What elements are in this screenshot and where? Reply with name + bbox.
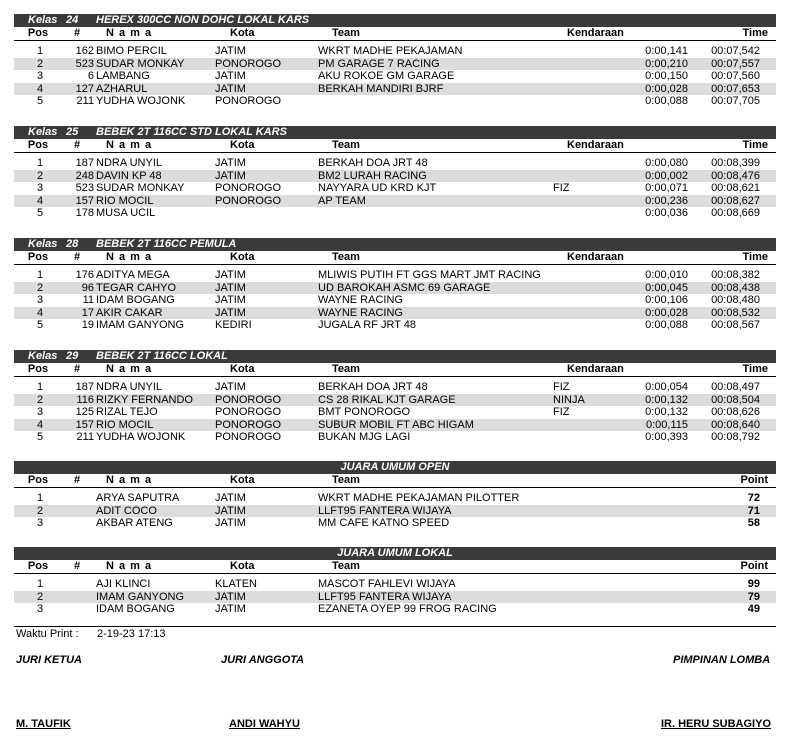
col-team: Team xyxy=(332,27,360,39)
column-header-row xyxy=(14,139,776,153)
pos: 5 xyxy=(36,319,44,332)
kota: JATIM xyxy=(215,269,246,281)
num: 11 xyxy=(82,294,94,307)
col-point: Point xyxy=(740,474,768,486)
column-header-row xyxy=(14,474,776,488)
kota: JATIM xyxy=(215,281,246,294)
col-point: Point xyxy=(740,560,768,572)
team: NAYYARA UD KRD KJT xyxy=(318,182,437,195)
standings-open xyxy=(14,461,776,530)
result-row xyxy=(14,406,776,419)
result-row xyxy=(14,307,776,320)
kota: JATIM xyxy=(215,157,246,169)
pos: 5 xyxy=(36,95,44,108)
standing-row xyxy=(14,591,776,604)
class-header xyxy=(14,14,776,27)
result-row xyxy=(14,269,776,282)
num: 176 xyxy=(75,269,94,281)
time: 00:08,792 xyxy=(711,431,760,444)
kota: JATIM xyxy=(215,492,246,504)
standings-header: JUARA UMUM LOKAL xyxy=(14,547,776,560)
column-header-row xyxy=(14,560,776,574)
name: IMAM GANYONG xyxy=(96,590,185,603)
class-block-25 xyxy=(14,126,776,220)
pos: 2 xyxy=(36,281,44,294)
num: 162 xyxy=(75,45,94,57)
result-row xyxy=(14,58,776,71)
team: WAYNE RACING xyxy=(318,294,403,307)
col-pos: Pos xyxy=(27,560,49,572)
result-row xyxy=(14,182,776,195)
col-kota: Kota xyxy=(230,474,255,486)
column-header-row xyxy=(14,27,776,41)
class-number: 25 xyxy=(66,126,79,138)
gap: 0:00,080 xyxy=(645,157,688,169)
kota: JATIM xyxy=(215,603,246,616)
result-row xyxy=(14,381,776,394)
name: IMAM GANYONG xyxy=(96,319,185,332)
time: 00:07,560 xyxy=(711,70,760,83)
pos: 5 xyxy=(36,207,44,220)
pos: 5 xyxy=(36,431,44,444)
col-kendaraan: Kendaraan xyxy=(567,363,624,375)
col-nama: N a m a xyxy=(106,251,153,263)
column-header-row xyxy=(14,363,776,377)
gap: 0:00,036 xyxy=(645,207,688,220)
time: 00:07,542 xyxy=(711,45,760,57)
name: ARYA SAPUTRA xyxy=(96,492,180,504)
standings-lokal xyxy=(14,547,776,616)
kendaraan: FIZ xyxy=(553,406,570,419)
class-title: BEBEK 2T 116CC PEMULA xyxy=(96,238,237,250)
kota: JATIM xyxy=(215,590,246,603)
gap: 0:00,236 xyxy=(645,194,688,207)
team: WAYNE RACING xyxy=(318,306,403,319)
pos: 1 xyxy=(36,45,44,57)
name: SUDAR MONKAY xyxy=(96,57,185,70)
name: IDAM BOGANG xyxy=(96,603,175,616)
col-team: Team xyxy=(332,560,360,572)
time: 00:08,567 xyxy=(711,319,760,332)
gap: 0:00,088 xyxy=(645,95,688,108)
pos: 1 xyxy=(36,157,44,169)
gap: 0:00,115 xyxy=(645,418,688,431)
gap: 0:00,071 xyxy=(645,182,688,195)
num: 17 xyxy=(81,306,94,319)
team: BERKAH DOA JRT 48 xyxy=(318,157,428,169)
kendaraan: FIZ xyxy=(553,182,570,195)
standing-row xyxy=(14,517,776,530)
kendaraan: FIZ xyxy=(553,381,570,393)
kota: JATIM xyxy=(215,517,246,530)
col-team: Team xyxy=(332,474,360,486)
time: 00:08,627 xyxy=(711,194,760,207)
class-block-24 xyxy=(14,14,776,108)
pos: 3 xyxy=(36,406,44,419)
name: MUSA UCIL xyxy=(96,207,156,220)
name: AZHARUL xyxy=(96,82,148,95)
point: 72 xyxy=(747,492,760,504)
name: AKIR CAKAR xyxy=(96,306,163,319)
kelas-label: Kelas xyxy=(28,126,58,138)
team: AP TEAM xyxy=(318,194,366,207)
result-row xyxy=(14,419,776,432)
col-pos: Pos xyxy=(27,474,49,486)
name: YUDHA WOJONK xyxy=(96,95,186,108)
class-title: HEREX 300CC NON DOHC LOKAL KARS xyxy=(96,14,310,26)
team: LLFT95 FANTERA WIJAYA xyxy=(318,590,452,603)
team: WKRT MADHE PEKAJAMAN xyxy=(318,45,463,57)
team: SUBUR MOBIL FT ABC HIGAM xyxy=(318,418,474,431)
team: JUGALA RF JRT 48 xyxy=(318,319,417,332)
time: 00:08,626 xyxy=(711,406,760,419)
class-block-29 xyxy=(14,350,776,444)
result-row xyxy=(14,195,776,208)
result-row xyxy=(14,282,776,295)
pos: 2 xyxy=(36,504,44,517)
print-value: 2-19-23 17:13 xyxy=(97,628,166,640)
col-team: Team xyxy=(332,251,360,263)
col-pos: Pos xyxy=(27,27,49,39)
num: 157 xyxy=(75,194,94,207)
point: 71 xyxy=(747,504,760,517)
kelas-label: Kelas xyxy=(28,238,58,250)
class-number: 24 xyxy=(66,14,79,26)
team: WKRT MADHE PEKAJAMAN PILOTTER xyxy=(318,492,520,504)
kota: KLATEN xyxy=(215,578,257,590)
col-num: # xyxy=(73,560,81,572)
gap: 0:00,054 xyxy=(645,381,688,393)
num: 116 xyxy=(76,393,94,406)
role-pimpinan-lomba: PIMPINAN LOMBA xyxy=(673,654,771,666)
col-kota: Kota xyxy=(230,139,255,151)
num: 157 xyxy=(75,418,94,431)
signatory-juri-ketua: M. TAUFIK xyxy=(16,718,71,730)
kota: JATIM xyxy=(215,504,246,517)
result-row xyxy=(14,207,776,220)
col-kota: Kota xyxy=(230,27,255,39)
col-num: # xyxy=(73,27,81,39)
team: BERKAH MANDIRI BJRF xyxy=(318,82,444,95)
col-nama: N a m a xyxy=(106,474,153,486)
name: ADITYA MEGA xyxy=(96,269,170,281)
kota: PONOROGO xyxy=(215,431,282,444)
result-row xyxy=(14,45,776,58)
col-nama: N a m a xyxy=(106,139,153,151)
class-number: 29 xyxy=(66,350,79,362)
kota: PONOROGO xyxy=(215,194,282,207)
pos: 3 xyxy=(36,70,44,83)
pos: 1 xyxy=(36,578,44,590)
col-nama: N a m a xyxy=(106,560,153,572)
result-row xyxy=(14,394,776,407)
kota: PONOROGO xyxy=(215,406,282,419)
kota: JATIM xyxy=(215,70,246,83)
time: 00:08,504 xyxy=(711,393,760,406)
class-header xyxy=(14,350,776,363)
kota: JATIM xyxy=(215,294,246,307)
result-row xyxy=(14,170,776,183)
gap: 0:00,132 xyxy=(645,406,688,419)
pos: 1 xyxy=(36,269,44,281)
team: BMT PONOROGO xyxy=(318,406,411,419)
kota: JATIM xyxy=(215,381,246,393)
gap: 0:00,028 xyxy=(645,82,688,95)
col-team: Team xyxy=(332,139,360,151)
time: 00:08,438 xyxy=(711,281,760,294)
kota: KEDIRI xyxy=(215,319,252,332)
team: UD BAROKAH ASMC 69 GARAGE xyxy=(318,281,491,294)
time: 00:08,621 xyxy=(711,182,760,195)
class-header xyxy=(14,238,776,251)
role-juri-anggota: JURI ANGGOTA xyxy=(221,654,305,666)
kota: JATIM xyxy=(215,45,246,57)
team: MLIWIS PUTIH FT GGS MART JMT RACING xyxy=(318,269,541,281)
time: 00:08,640 xyxy=(711,418,760,431)
print-label: Waktu Print : xyxy=(16,628,79,640)
time: 00:08,497 xyxy=(711,381,760,393)
gap: 0:00,210 xyxy=(645,57,688,70)
result-row xyxy=(14,294,776,307)
gap: 0:00,002 xyxy=(645,169,688,182)
col-time: Time xyxy=(742,139,768,151)
result-row xyxy=(14,70,776,83)
pos: 3 xyxy=(36,294,44,307)
class-title: BEBEK 2T 116CC STD LOKAL KARS xyxy=(96,126,287,138)
standing-row xyxy=(14,603,776,616)
num: 19 xyxy=(81,319,94,332)
col-time: Time xyxy=(742,251,768,263)
pos: 2 xyxy=(36,57,44,70)
kendaraan: NINJA xyxy=(553,393,585,406)
time: 00:08,382 xyxy=(711,269,760,281)
name: IDAM BOGANG xyxy=(96,294,175,307)
standing-row xyxy=(14,492,776,505)
pos: 4 xyxy=(36,306,44,319)
result-row xyxy=(14,431,776,444)
col-num: # xyxy=(73,474,81,486)
kota: PONOROGO xyxy=(215,418,282,431)
col-num: # xyxy=(73,139,81,151)
pos: 1 xyxy=(36,492,44,504)
name: SUDAR MONKAY xyxy=(96,182,185,195)
gap: 0:00,010 xyxy=(645,269,688,281)
name: RIO MOCIL xyxy=(96,418,154,431)
num: 127 xyxy=(75,82,94,95)
col-nama: N a m a xyxy=(106,27,153,39)
kota: JATIM xyxy=(215,82,246,95)
col-pos: Pos xyxy=(27,139,49,151)
name: RIZKY FERNANDO xyxy=(96,393,193,406)
pos: 4 xyxy=(36,82,44,95)
name: BIMO PERCIL xyxy=(96,45,167,57)
pos: 4 xyxy=(36,194,44,207)
name: NDRA UNYIL xyxy=(96,381,163,393)
gap: 0:00,132 xyxy=(645,393,688,406)
name: RIZAL TEJO xyxy=(96,406,158,419)
kota: PONOROGO xyxy=(215,393,282,406)
team: BERKAH DOA JRT 48 xyxy=(318,381,428,393)
num: 211 xyxy=(76,431,94,444)
num: 248 xyxy=(75,169,94,182)
num: 125 xyxy=(75,406,94,419)
name: RIO MOCIL xyxy=(96,194,154,207)
time: 00:08,399 xyxy=(711,157,760,169)
team: MM CAFE KATNO SPEED xyxy=(318,517,450,530)
kota: PONOROGO xyxy=(215,95,282,108)
col-num: # xyxy=(73,363,81,375)
col-kendaraan: Kendaraan xyxy=(567,27,624,39)
name: AJI KLINCI xyxy=(96,578,151,590)
name: NDRA UNYIL xyxy=(96,157,163,169)
time: 00:07,557 xyxy=(711,57,760,70)
print-time xyxy=(16,628,166,640)
team: PM GARAGE 7 RACING xyxy=(318,57,440,70)
col-pos: Pos xyxy=(27,363,49,375)
team: BM2 LURAH RACING xyxy=(318,169,427,182)
standing-row xyxy=(14,578,776,591)
kelas-label: Kelas xyxy=(28,350,58,362)
class-block-28 xyxy=(14,238,776,332)
class-title: BEBEK 2T 116CC LOKAL xyxy=(96,350,228,362)
num: 96 xyxy=(81,281,94,294)
point: 49 xyxy=(747,603,760,616)
team: LLFT95 FANTERA WIJAYA xyxy=(318,504,452,517)
kota: PONOROGO xyxy=(215,57,282,70)
col-kota: Kota xyxy=(230,251,255,263)
result-row xyxy=(14,319,776,332)
team: EZANETA OYEP 99 FROG RACING xyxy=(318,603,497,616)
col-team: Team xyxy=(332,363,360,375)
pos: 1 xyxy=(36,381,44,393)
gap: 0:00,393 xyxy=(645,431,688,444)
name: YUDHA WOJONK xyxy=(96,431,186,444)
col-time: Time xyxy=(742,27,768,39)
col-kota: Kota xyxy=(230,560,255,572)
col-kendaraan: Kendaraan xyxy=(567,251,624,263)
time: 00:08,532 xyxy=(711,306,760,319)
standing-row xyxy=(14,505,776,518)
pos: 2 xyxy=(36,169,44,182)
name: TEGAR CAHYO xyxy=(96,281,177,294)
num: 187 xyxy=(75,157,94,169)
num: 211 xyxy=(76,95,94,108)
time: 00:07,653 xyxy=(711,82,760,95)
team: CS 28 RIKAL KJT GARAGE xyxy=(318,393,456,406)
time: 00:08,480 xyxy=(711,294,760,307)
kelas-label: Kelas xyxy=(28,14,58,26)
kota: JATIM xyxy=(215,306,246,319)
gap: 0:00,106 xyxy=(645,294,688,307)
kota: JATIM xyxy=(215,169,246,182)
gap: 0:00,028 xyxy=(645,306,688,319)
point: 99 xyxy=(747,578,760,590)
num: 178 xyxy=(75,207,94,220)
signatory-pimpinan-lomba: IR. HERU SUBAGIYO xyxy=(661,718,772,730)
time: 00:08,669 xyxy=(711,207,760,220)
pos: 3 xyxy=(36,517,44,530)
gap: 0:00,045 xyxy=(645,281,688,294)
team: AKU ROKOE GM GARAGE xyxy=(318,70,455,83)
gap: 0:00,088 xyxy=(645,319,688,332)
kota: PONOROGO xyxy=(215,182,282,195)
num: 187 xyxy=(75,381,94,393)
time: 00:08,476 xyxy=(711,169,760,182)
name: LAMBANG xyxy=(96,70,150,83)
num: 523 xyxy=(75,57,94,70)
col-time: Time xyxy=(742,363,768,375)
num: 523 xyxy=(75,182,94,195)
role-juri-ketua: JURI KETUA xyxy=(16,654,83,666)
class-header xyxy=(14,126,776,139)
standings-header: JUARA UMUM OPEN xyxy=(14,461,776,474)
result-row xyxy=(14,95,776,108)
gap: 0:00,150 xyxy=(645,70,688,83)
num: 6 xyxy=(87,70,94,83)
class-number: 28 xyxy=(66,238,79,250)
team: BUKAN MJG LAGI xyxy=(318,431,411,444)
footer-divider xyxy=(14,626,776,627)
team: MASCOT FAHLEVI WIJAYA xyxy=(318,578,456,590)
signatory-juri-anggota: ANDI WAHYU xyxy=(229,718,300,730)
result-row xyxy=(14,157,776,170)
name: AKBAR ATENG xyxy=(96,517,173,530)
point: 79 xyxy=(747,590,760,603)
time: 00:07,705 xyxy=(711,95,760,108)
column-header-row xyxy=(14,251,776,265)
col-num: # xyxy=(73,251,81,263)
gap: 0:00,141 xyxy=(645,45,688,57)
col-nama: N a m a xyxy=(106,363,153,375)
col-pos: Pos xyxy=(27,251,49,263)
point: 58 xyxy=(747,517,760,530)
col-kendaraan: Kendaraan xyxy=(567,139,624,151)
pos: 2 xyxy=(36,393,44,406)
name: DAVIN KP 48 xyxy=(96,169,162,182)
pos: 4 xyxy=(36,418,44,431)
pos: 3 xyxy=(36,603,44,616)
col-kota: Kota xyxy=(230,363,255,375)
pos: 3 xyxy=(36,182,44,195)
result-row xyxy=(14,83,776,96)
pos: 2 xyxy=(36,590,44,603)
name: ADIT COCO xyxy=(96,504,157,517)
